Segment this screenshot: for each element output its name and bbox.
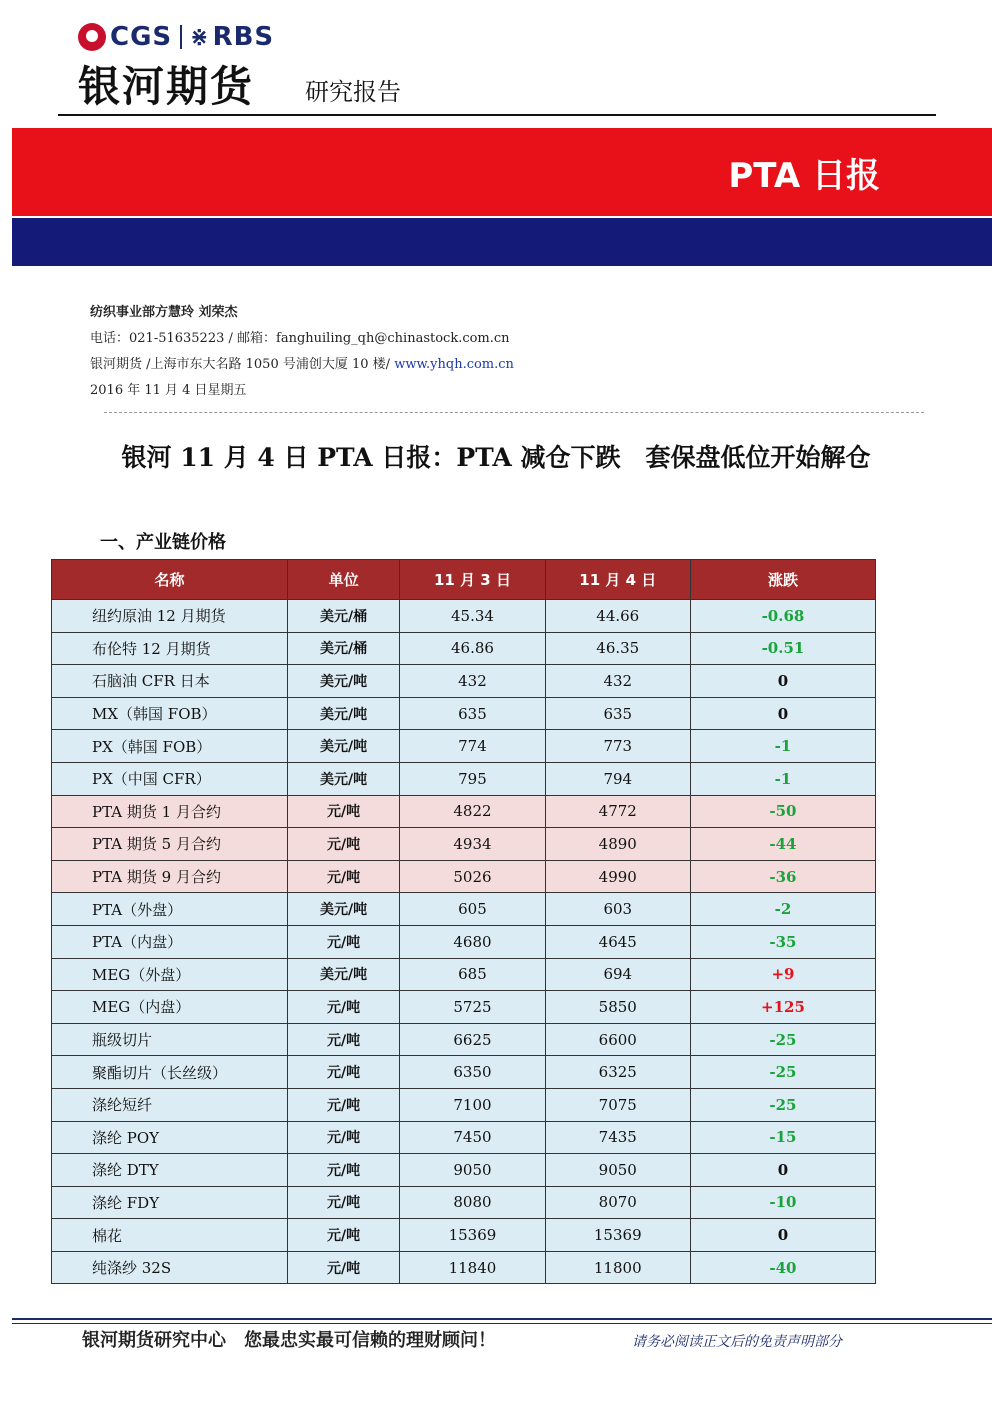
row-name: MEG（外盘） (52, 958, 288, 991)
row-change: 0 (690, 1219, 875, 1252)
row-value-nov3: 9050 (400, 1154, 545, 1187)
author-line: 纺织事业部方慧玲 刘荣杰 (90, 305, 238, 320)
table-row (52, 762, 876, 795)
row-value-nov4: 5850 (545, 991, 690, 1024)
row-unit: 元/吨 (287, 1154, 399, 1187)
row-change: -50 (690, 795, 875, 828)
logo-cgs-text: CGS (110, 22, 173, 52)
row-value-nov4: 15369 (545, 1219, 690, 1252)
row-value-nov4: 9050 (545, 1154, 690, 1187)
row-name: PX（中国 CFR） (52, 762, 288, 795)
footer-rule-thin (12, 1323, 992, 1324)
table-row (52, 828, 876, 861)
section-title: 一、产业链价格 (100, 532, 226, 553)
row-name: 涤纶 DTY (52, 1154, 288, 1187)
row-unit: 美元/吨 (287, 893, 399, 926)
row-change: 0 (690, 665, 875, 698)
row-value-nov4: 6325 (545, 1056, 690, 1089)
row-name: PTA（内盘） (52, 925, 288, 958)
table-row (52, 925, 876, 958)
cgs-logo-icon (78, 23, 106, 51)
brand-subtitle: 研究报告 (305, 78, 401, 106)
row-name: 布伦特 12 月期货 (52, 632, 288, 665)
row-change: 0 (690, 697, 875, 730)
row-change: -0.68 (690, 600, 875, 633)
row-name: 石脑油 CFR 日本 (52, 665, 288, 698)
row-value-nov3: 7100 (400, 1088, 545, 1121)
footer-rule (12, 1318, 992, 1320)
dashed-divider (104, 412, 924, 413)
row-unit: 元/吨 (287, 1186, 399, 1219)
row-change: -15 (690, 1121, 875, 1154)
row-name: 纽约原油 12 月期货 (52, 600, 288, 633)
row-name: PTA 期货 9 月合约 (52, 860, 288, 893)
row-value-nov4: 694 (545, 958, 690, 991)
row-value-nov3: 6625 (400, 1023, 545, 1056)
header-divider (58, 114, 936, 116)
row-unit: 元/吨 (287, 991, 399, 1024)
website-link[interactable]: www.yhqh.com.cn (394, 357, 514, 372)
row-name: 涤纶 POY (52, 1121, 288, 1154)
row-value-nov4: 11800 (545, 1251, 690, 1284)
row-name: PX（韩国 FOB） (52, 730, 288, 763)
row-change: +9 (690, 958, 875, 991)
company-logo (78, 22, 274, 52)
row-change: +125 (690, 991, 875, 1024)
row-unit: 美元/吨 (287, 762, 399, 795)
row-change: -44 (690, 828, 875, 861)
address-text: 银河期货 /上海市东大名路 1050 号浦创大厦 10 楼/ (90, 357, 395, 372)
row-unit: 元/吨 (287, 1121, 399, 1154)
row-value-nov3: 46.86 (400, 632, 545, 665)
table-row (52, 795, 876, 828)
row-unit: 美元/吨 (287, 665, 399, 698)
table-row (52, 1251, 876, 1284)
table-row (52, 1088, 876, 1121)
row-unit: 元/吨 (287, 1023, 399, 1056)
row-change: -25 (690, 1088, 875, 1121)
report-date: 2016 年 11 月 4 日星期五 (90, 383, 247, 398)
row-unit: 元/吨 (287, 1056, 399, 1089)
row-name: PTA（外盘） (52, 893, 288, 926)
rbs-logo-icon: ⋇ (190, 24, 209, 50)
logo-rbs-text: RBS (212, 22, 275, 52)
row-unit: 元/吨 (287, 1251, 399, 1284)
table-row (52, 1219, 876, 1252)
row-value-nov4: 635 (545, 697, 690, 730)
row-change: -36 (690, 860, 875, 893)
row-value-nov3: 635 (400, 697, 545, 730)
row-value-nov3: 15369 (400, 1219, 545, 1252)
table-row (52, 1121, 876, 1154)
row-unit: 美元/吨 (287, 958, 399, 991)
row-change: -1 (690, 762, 875, 795)
row-value-nov3: 11840 (400, 1251, 545, 1284)
row-value-nov4: 7435 (545, 1121, 690, 1154)
banner-title: PTA 日报 (728, 156, 880, 196)
table-row (52, 1023, 876, 1056)
row-value-nov4: 432 (545, 665, 690, 698)
row-value-nov3: 605 (400, 893, 545, 926)
row-value-nov4: 794 (545, 762, 690, 795)
row-unit: 元/吨 (287, 795, 399, 828)
row-name: MEG（内盘） (52, 991, 288, 1024)
row-name: 涤纶短纤 (52, 1088, 288, 1121)
table-row (52, 1186, 876, 1219)
row-change: -25 (690, 1023, 875, 1056)
row-value-nov4: 46.35 (545, 632, 690, 665)
row-value-nov4: 4890 (545, 828, 690, 861)
row-unit: 元/吨 (287, 860, 399, 893)
table-row (52, 991, 876, 1024)
table-row (52, 600, 876, 633)
header-unit: 单位 (287, 560, 399, 600)
row-name: 涤纶 FDY (52, 1186, 288, 1219)
row-name: 聚酯切片（长丝级） (52, 1056, 288, 1089)
row-value-nov3: 5026 (400, 860, 545, 893)
footer-slogan: 银河期货研究中心 您最忠实最可信赖的理财顾问！ (82, 1330, 496, 1351)
row-unit: 美元/桶 (287, 600, 399, 633)
table-row (52, 1154, 876, 1187)
header-name: 名称 (52, 560, 288, 600)
row-name: MX（韩国 FOB） (52, 697, 288, 730)
report-title: 银河 11 月 4 日 PTA 日报：PTA 减仓下跌 套保盘低位开始解仓 (121, 443, 871, 472)
row-value-nov4: 44.66 (545, 600, 690, 633)
contact-line: 电话：021-51635223 / 邮箱：fanghuiling_qh@chinastock.com.cn (90, 331, 510, 346)
row-unit: 元/吨 (287, 925, 399, 958)
row-change: -1 (690, 730, 875, 763)
row-value-nov4: 773 (545, 730, 690, 763)
row-unit: 元/吨 (287, 828, 399, 861)
row-value-nov4: 603 (545, 893, 690, 926)
row-change: -10 (690, 1186, 875, 1219)
row-value-nov4: 4772 (545, 795, 690, 828)
row-unit: 美元/吨 (287, 730, 399, 763)
row-name: 纯涤纱 32S (52, 1251, 288, 1284)
row-value-nov4: 4645 (545, 925, 690, 958)
row-value-nov3: 4822 (400, 795, 545, 828)
row-change: -25 (690, 1056, 875, 1089)
row-value-nov3: 795 (400, 762, 545, 795)
row-value-nov4: 7075 (545, 1088, 690, 1121)
table-body (52, 600, 876, 1284)
row-name: PTA 期货 1 月合约 (52, 795, 288, 828)
row-value-nov3: 45.34 (400, 600, 545, 633)
row-change: -40 (690, 1251, 875, 1284)
row-value-nov3: 8080 (400, 1186, 545, 1219)
header-date2: 11 月 4 日 (545, 560, 690, 600)
price-table (51, 559, 876, 1284)
row-value-nov3: 7450 (400, 1121, 545, 1154)
row-value-nov3: 5725 (400, 991, 545, 1024)
row-change: -35 (690, 925, 875, 958)
row-value-nov3: 4680 (400, 925, 545, 958)
table-row (52, 632, 876, 665)
banner-blue (12, 218, 992, 266)
row-unit: 美元/桶 (287, 632, 399, 665)
row-value-nov4: 6600 (545, 1023, 690, 1056)
footer-disclaimer: 请务必阅读正文后的免责声明部分 (632, 1334, 842, 1350)
row-value-nov4: 8070 (545, 1186, 690, 1219)
row-unit: 元/吨 (287, 1088, 399, 1121)
author-info (90, 300, 514, 404)
row-unit: 元/吨 (287, 1219, 399, 1252)
logo-divider (180, 25, 182, 49)
table-row (52, 665, 876, 698)
header-change: 涨跌 (690, 560, 875, 600)
row-change: -0.51 (690, 632, 875, 665)
row-value-nov4: 4990 (545, 860, 690, 893)
table-row (52, 893, 876, 926)
table-row (52, 697, 876, 730)
row-change: -2 (690, 893, 875, 926)
table-row (52, 860, 876, 893)
row-name: PTA 期货 5 月合约 (52, 828, 288, 861)
brand-name: 银河期货 (78, 62, 255, 111)
row-value-nov3: 6350 (400, 1056, 545, 1089)
table-row (52, 1056, 876, 1089)
header-date1: 11 月 3 日 (400, 560, 545, 600)
row-unit: 美元/吨 (287, 697, 399, 730)
row-value-nov3: 432 (400, 665, 545, 698)
row-value-nov3: 685 (400, 958, 545, 991)
row-name: 瓶级切片 (52, 1023, 288, 1056)
table-row (52, 730, 876, 763)
address-line (90, 352, 514, 378)
table-header-row (52, 560, 876, 600)
table-row (52, 958, 876, 991)
row-value-nov3: 774 (400, 730, 545, 763)
row-value-nov3: 4934 (400, 828, 545, 861)
row-name: 棉花 (52, 1219, 288, 1252)
row-change: 0 (690, 1154, 875, 1187)
